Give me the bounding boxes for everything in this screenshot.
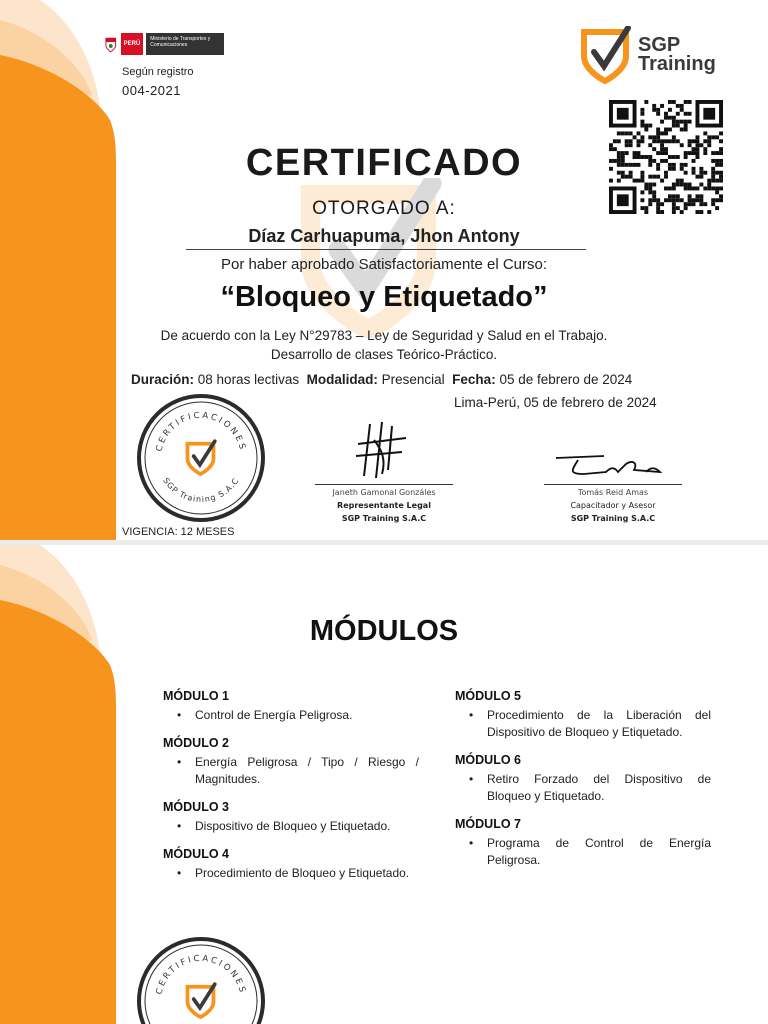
seal-top-text: CERTIFICACIONES — [154, 953, 248, 996]
module-block — [455, 753, 711, 805]
certification-seal — [137, 394, 265, 522]
government-logo — [104, 32, 224, 56]
signature-tomas-image — [554, 450, 664, 482]
signer-role: Representante Legal — [337, 501, 431, 510]
sgp-training-logo — [580, 26, 716, 84]
signature-block-2 — [543, 484, 683, 523]
module-topic: • Procedimiento de la Liberación del Dispositivo de Bloqueo y Etiquetado. — [455, 707, 711, 741]
brand-line1: SGP — [638, 34, 681, 56]
signature-block-1 — [314, 484, 454, 523]
module-topic-list — [455, 835, 711, 869]
signature-line — [544, 484, 682, 485]
signer-name: Janeth Gamonal Gonzáles — [332, 488, 436, 497]
module-topic: • Control de Energía Peligrosa. — [163, 707, 419, 724]
registro-label: Según registro — [122, 66, 194, 78]
module-block — [455, 689, 711, 741]
module-heading: MÓDULO 5 — [455, 689, 521, 703]
module-heading: MÓDULO 4 — [163, 847, 229, 861]
date-label: Fecha: — [452, 372, 496, 387]
module-topic-list — [455, 771, 711, 805]
brand-line2: Training — [638, 53, 716, 75]
modality-value: Presencial — [381, 372, 445, 387]
location-date: Lima-Perú, 05 de febrero de 2024 — [454, 395, 657, 410]
signer-role: Capacitador y Asesor — [570, 501, 656, 510]
module-topic: • Dispositivo de Bloqueo y Etiquetado. — [163, 818, 419, 835]
course-details — [131, 372, 632, 387]
certificate-title: CERTIFICADO — [245, 142, 523, 184]
module-topic: • Retiro Forzado del Dispositivo de Bloqueo y Etiquetado. — [455, 771, 711, 805]
seal-top-text: CERTIFICACIONES — [154, 410, 248, 453]
module-block — [163, 736, 419, 788]
module-heading: MÓDULO 7 — [455, 817, 521, 831]
module-heading: MÓDULO 2 — [163, 736, 229, 750]
module-heading: MÓDULO 1 — [163, 689, 229, 703]
date-value: 05 de febrero de 2024 — [499, 372, 633, 387]
module-block — [163, 689, 419, 724]
signer-org: SGP Training S.A.C — [341, 514, 427, 523]
module-topic-list — [163, 754, 419, 788]
class-type-text: Desarrollo de clases Teórico-Práctico. — [270, 347, 498, 362]
duration-value: 08 horas lectivas — [197, 372, 300, 387]
signature-janeth-image — [352, 420, 412, 480]
module-topic: • Programa de Control de Energía Peligrosa. — [455, 835, 711, 869]
seal-bottom-text: SGP Training S.A.C — [161, 476, 241, 505]
modules-left-column — [163, 689, 419, 894]
peru-coat-of-arms-icon — [104, 35, 118, 53]
ministry-label: Ministerio de Transportes y Comunicaciones — [146, 33, 224, 55]
approved-text: Por haber aprobado Satisfactoriamente el Curso: — [220, 256, 547, 273]
module-topic: • Procedimiento de Bloqueo y Etiquetado. — [163, 865, 419, 882]
module-block — [455, 817, 711, 869]
signer-org: SGP Training S.A.C — [570, 514, 656, 523]
law-text: De acuerdo con la Ley N°29783 – Ley de Seguridad y Salud en el Trabajo. — [160, 328, 608, 343]
duration-label: Duración: — [131, 372, 195, 387]
module-block — [163, 847, 419, 882]
peru-label: PERÚ — [121, 33, 144, 55]
module-heading: MÓDULO 3 — [163, 800, 229, 814]
signature-line — [315, 484, 453, 485]
certification-seal — [137, 937, 265, 1024]
modules-right-column — [455, 689, 711, 881]
modality-label: Modalidad: — [306, 372, 378, 387]
module-topic-list — [163, 865, 419, 882]
course-name: “Bloqueo y Etiquetado” — [220, 281, 548, 313]
module-block — [163, 800, 419, 835]
module-heading: MÓDULO 6 — [455, 753, 521, 767]
modules-page — [0, 545, 768, 1024]
module-topic-list — [455, 707, 711, 741]
validity-text: VIGENCIA: 12 MESES — [122, 526, 235, 538]
registro-number: 004-2021 — [122, 83, 181, 98]
signer-name: Tomás Reid Amas — [577, 488, 649, 497]
recipient-underline — [186, 249, 586, 250]
module-topic-list — [163, 818, 419, 835]
modules-title: MÓDULOS — [309, 615, 459, 647]
checkmark-shield-icon — [580, 26, 634, 84]
module-topic-list — [163, 707, 419, 724]
module-topic: • Energía Peligrosa / Tipo / Riesgo / Magnitudes. — [163, 754, 419, 788]
awarded-to-label: OTORGADO A: — [312, 198, 456, 219]
recipient-name: Díaz Carhuapuma, Jhon Antony — [248, 226, 520, 246]
